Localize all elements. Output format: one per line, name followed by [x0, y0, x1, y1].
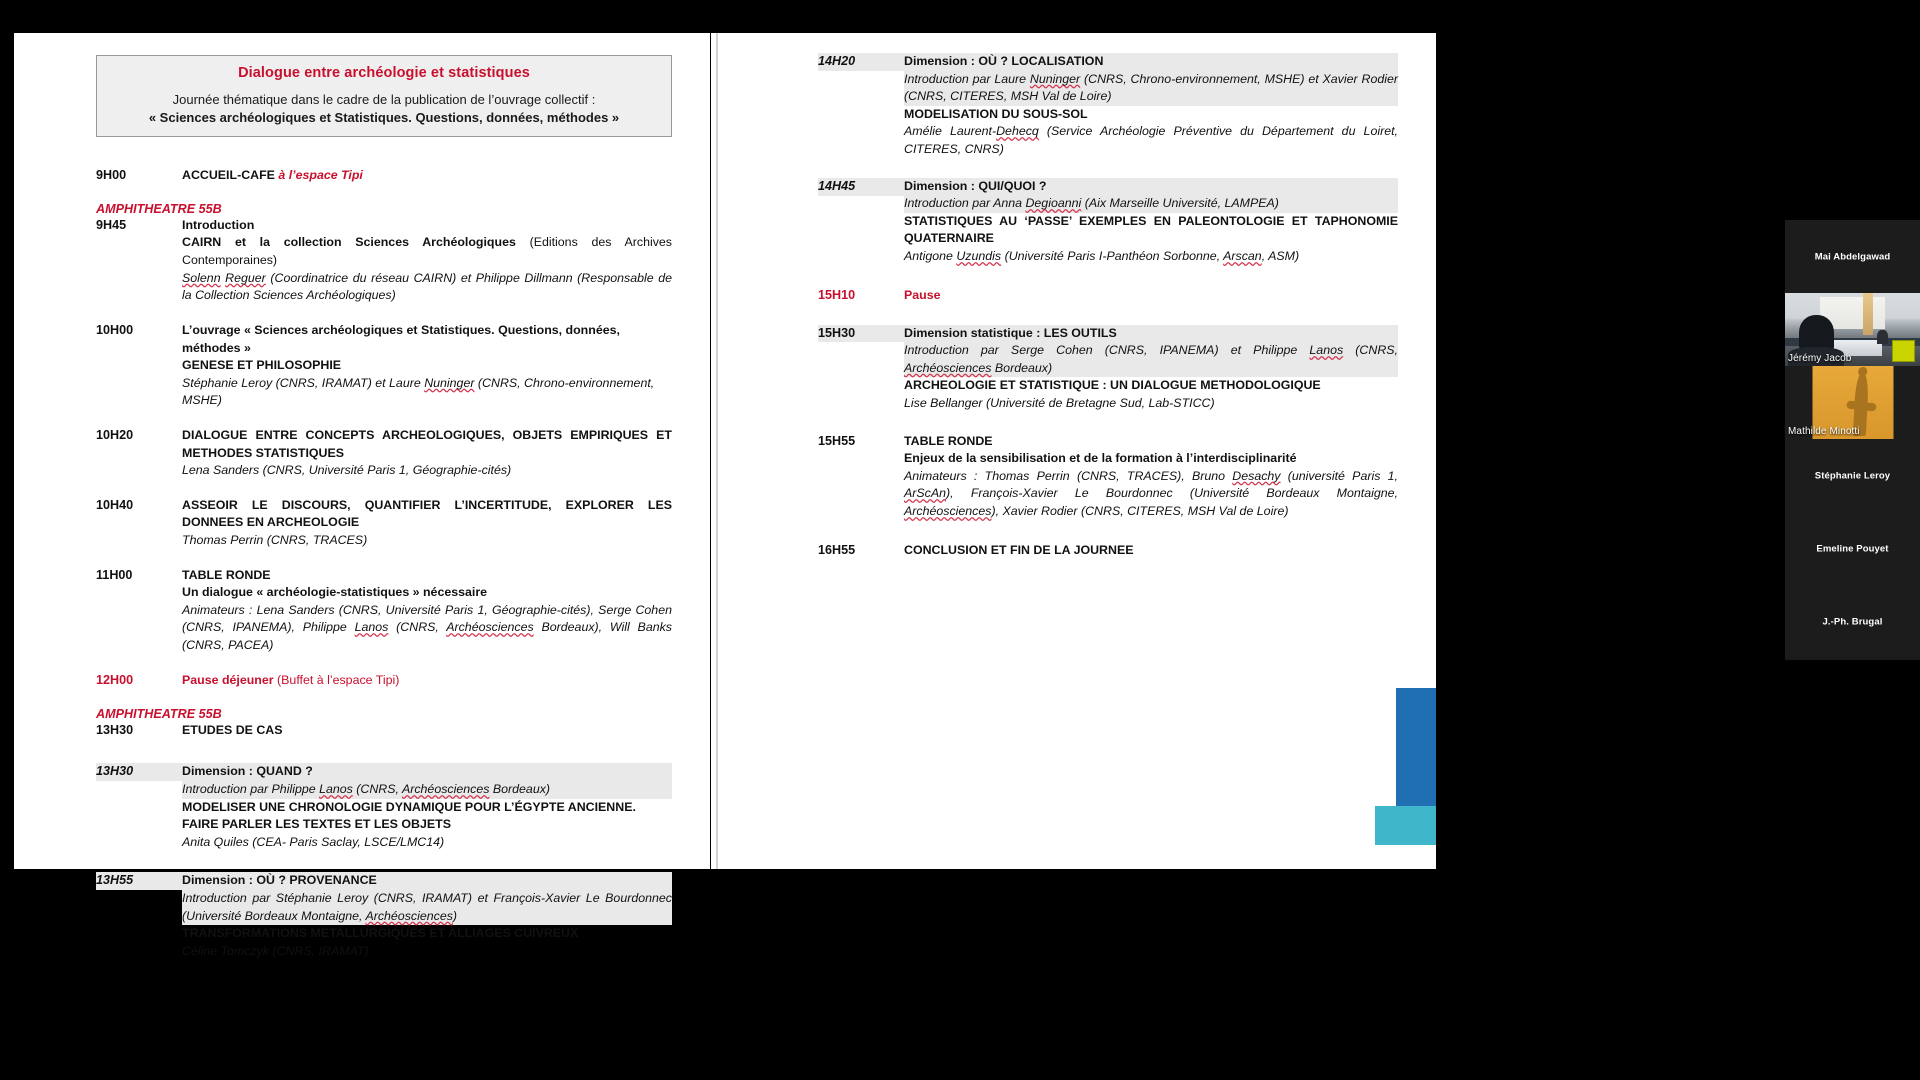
- row-speakers: Stéphanie Leroy (CNRS, IRAMAT) et Laure Nuninger (CNRS, Chrono-environnement, MSHE): [182, 375, 655, 408]
- participant-name: Stéphanie Leroy: [1814, 470, 1891, 481]
- row-time: 15H30: [818, 325, 904, 343]
- page-divider: [716, 33, 718, 869]
- row-line1: TABLE RONDE: [182, 567, 271, 582]
- row-line1: Dimension : OÙ ? LOCALISATION: [904, 53, 1398, 71]
- row-intro: Introduction par Stéphanie Leroy (CNRS, IRAMAT) et François-Xavier Le Bourdonnec (Université Bordeaux Montaigne, Archéosciences): [182, 890, 672, 925]
- row-body: [182, 322, 672, 410]
- row-speakers: Amélie Laurent-Dehecq (Service Archéologie Préventive du Département du Loiret, CITERES, CNRS): [904, 124, 1398, 157]
- participant-name: Mai Abdelgawad: [1814, 251, 1891, 262]
- schedule-row: [818, 178, 1398, 266]
- row-time: 13H55: [96, 872, 182, 890]
- row-time: 9H45: [96, 217, 127, 232]
- row-time: 12H00: [96, 672, 134, 687]
- row-line1: Dimension statistique : LES OUTILS: [904, 325, 1398, 343]
- row-line1: Introduction: [182, 217, 255, 232]
- row-time: 14H45: [818, 178, 904, 196]
- row-line1: ETUDES DE CAS: [182, 722, 283, 737]
- schedule-row: [818, 53, 1398, 159]
- schedule-row: [818, 433, 1398, 521]
- row-line1: L’ouvrage « Sciences archéologiques et Statistiques. Questions, données, méthodes »: [182, 322, 620, 355]
- participant-name: Mathilde Minotti: [1788, 426, 1860, 437]
- row-intro: Introduction par Serge Cohen (CNRS, IPANEMA) et Philippe Lanos (CNRS, Archéosciences Bordeaux): [904, 342, 1398, 377]
- row-body: [904, 433, 1398, 521]
- decorative-teal-block: [1375, 806, 1436, 845]
- row-time: 16H55: [818, 542, 856, 557]
- row-line2: ARCHEOLOGIE ET STATISTIQUE : UN DIALOGUE METHODOLOGIQUE: [904, 378, 1321, 393]
- row-time: 14H20: [818, 53, 904, 71]
- participant-name: J.-Ph. Brugal: [1822, 616, 1883, 627]
- schedule-row: [96, 872, 672, 960]
- row-time: 15H55: [818, 433, 856, 448]
- row-time: 13H30: [96, 763, 182, 781]
- schedule-row: [96, 427, 672, 480]
- participant-tile[interactable]: [1785, 512, 1920, 585]
- row-body: [182, 167, 672, 185]
- schedule-row: [96, 722, 672, 740]
- participant-name: Emeline Pouyet: [1816, 543, 1889, 554]
- row-body: [904, 53, 1398, 159]
- row-line1: DIALOGUE ENTRE CONCEPTS ARCHEOLOGIQUES, OBJETS EMPIRIQUES ET METHODES STATISTIQUES: [182, 427, 672, 460]
- venue-label: AMPHITHEATRE 55B: [96, 201, 222, 216]
- row-title-suffix: à l’espace Tipi: [274, 168, 363, 182]
- row-line1: Dimension : OÙ ? PROVENANCE: [182, 872, 672, 890]
- schedule-row: [96, 167, 672, 185]
- row-body: [182, 427, 672, 480]
- row-speakers: Lise Bellanger (Université de Bretagne Sud, Lab-STICC): [904, 396, 1215, 411]
- programme-title: Dialogue entre archéologie et statistiques: [238, 65, 530, 81]
- row-speakers: Antigone Uzundis (Université Paris I-Panthéon Sorbonne, Arscan, ASM): [904, 249, 1300, 264]
- row-body: [182, 672, 672, 690]
- document-page-right: [724, 33, 1436, 869]
- row-line2: TRANSFORMATIONS METALLURGIQUES ET ALLIAGES CUIVREUX: [182, 926, 579, 941]
- row-body: [904, 178, 1398, 266]
- row-body: [904, 325, 1398, 413]
- row-speakers: Céline Tomczyk (CNRS, IRAMAT): [182, 943, 369, 958]
- row-line1: ASSEOIR LE DISCOURS, QUANTIFIER L’INCERTITUDE, EXPLORER LES DONNEES EN ARCHEOLOGIE: [182, 497, 672, 530]
- row-title: ACCUEIL-CAFE: [182, 168, 275, 182]
- schedule-row: [96, 672, 672, 690]
- row-body: [904, 542, 1398, 560]
- row-body: [182, 567, 672, 655]
- row-line1: Dimension : QUI/QUOI ?: [904, 178, 1398, 196]
- row-line2: Un dialogue « archéologie-statistiques » nécessaire: [182, 585, 488, 600]
- row-time: 9H00: [96, 168, 127, 182]
- schedule-row: [96, 322, 672, 410]
- schedule-row: [96, 567, 672, 655]
- schedule-row: [96, 763, 672, 851]
- participant-filmstrip[interactable]: [1785, 220, 1920, 660]
- row-time: 11H00: [96, 567, 133, 582]
- row-speakers: Anita Quiles (CEA- Paris Saclay, LSCE/LMC14): [182, 834, 445, 849]
- schedule-row: [818, 325, 1398, 413]
- row-title: Pause déjeuner: [182, 672, 274, 687]
- row-intro: Introduction par Anna Degioanni (Aix Marseille Université, LAMPEA): [904, 195, 1398, 213]
- row-line2-rest: (Editions des Archives Contemporaines): [182, 235, 672, 268]
- document-page-left: [14, 33, 710, 958]
- row-body: [904, 287, 1398, 305]
- row-line2: MODELISATION DU SOUS-SOL: [904, 106, 1088, 121]
- row-speakers: Solenn Reguer (Coordinatrice du réseau CAIRN) et Philippe Dillmann (Responsable de la Collection Sciences Archéologiques): [182, 270, 672, 303]
- row-line2: STATISTIQUES AU ‘PASSE’ EXEMPLES EN PALEONTOLOGIE ET TAPHONOMIE QUATERNAIRE: [904, 213, 1398, 246]
- row-title: Pause: [904, 287, 941, 302]
- programme-subtitle-line2: « Sciences archéologiques et Statistiques. Questions, données, méthodes »: [148, 110, 620, 125]
- row-intro: Introduction par Laure Nuninger (CNRS, Chrono-environnement, MSHE) et Xavier Rodier (CNRS, CITERES, MSH Val de Loire): [904, 71, 1398, 106]
- schedule-row: [818, 287, 1398, 305]
- participant-tile[interactable]: [1785, 293, 1920, 366]
- participant-name: Jérémy Jacob: [1788, 353, 1852, 364]
- row-line2-bold: CAIRN et la collection Sciences Archéologiques: [182, 235, 516, 250]
- row-time: 13H30: [96, 722, 134, 737]
- row-body: [182, 872, 672, 960]
- row-line2: Enjeux de la sensibilisation et de la formation à l’interdisciplinarité: [904, 451, 1297, 466]
- row-body: [182, 763, 672, 851]
- row-time: 10H40: [96, 497, 134, 512]
- row-speakers: Thomas Perrin (CNRS, TRACES): [182, 533, 368, 548]
- row-line1: TABLE RONDE: [904, 433, 993, 448]
- schedule-left: [96, 167, 672, 961]
- row-title-suffix: (Buffet à l’espace Tipi): [273, 672, 400, 687]
- row-line1: Dimension : QUAND ?: [182, 763, 672, 781]
- schedule-row: [96, 497, 672, 550]
- row-line2: MODELISER UNE CHRONOLOGIE DYNAMIQUE POUR L’ÉGYPTE ANCIENNE. FAIRE PARLER LES TEXTES ET LES OBJETS: [182, 799, 636, 832]
- venue-label: AMPHITHEATRE 55B: [96, 706, 222, 721]
- schedule-row: [96, 217, 672, 305]
- row-time: 15H10: [818, 287, 856, 302]
- row-line2: GENESE ET PHILOSOPHIE: [182, 358, 342, 373]
- row-speakers: Animateurs : Thomas Perrin (CNRS, TRACES), Bruno Desachy (université Paris 1, ArScAn), François-Xavier Le Bourdonnec (Université Bordeaux Montaigne, Archéosciences), Xavier Rodier (CNRS, CITERES, MSH Val de Loire): [904, 468, 1399, 519]
- programme-subtitle-line1: Journée thématique dans le cadre de la publication de l’ouvrage collectif :: [172, 92, 596, 107]
- participant-tile[interactable]: [1785, 439, 1920, 512]
- row-line1: CONCLUSION ET FIN DE LA JOURNEE: [904, 542, 1134, 557]
- row-body: [182, 217, 672, 305]
- schedule-row: [818, 542, 1398, 560]
- row-body: [182, 497, 672, 550]
- row-intro: Introduction par Philippe Lanos (CNRS, Archéosciences Bordeaux): [182, 781, 672, 799]
- participant-tile[interactable]: [1785, 366, 1920, 439]
- row-body: [182, 722, 672, 740]
- row-speakers: Animateurs : Lena Sanders (CNRS, Université Paris 1, Géographie-cités), Serge Cohen (CNRS, IPANEMA), Philippe Lanos (CNRS, Archéosciences Bordeaux), Will Banks (CNRS, PACEA): [182, 602, 672, 653]
- row-time: 10H20: [96, 427, 134, 442]
- participant-tile[interactable]: [1785, 585, 1920, 658]
- participant-tile[interactable]: [1785, 220, 1920, 293]
- row-time: 10H00: [96, 322, 134, 337]
- programme-title-box: [96, 55, 672, 137]
- schedule-right: [818, 53, 1398, 560]
- row-speakers: Lena Sanders (CNRS, Université Paris 1, Géographie-cités): [182, 463, 512, 478]
